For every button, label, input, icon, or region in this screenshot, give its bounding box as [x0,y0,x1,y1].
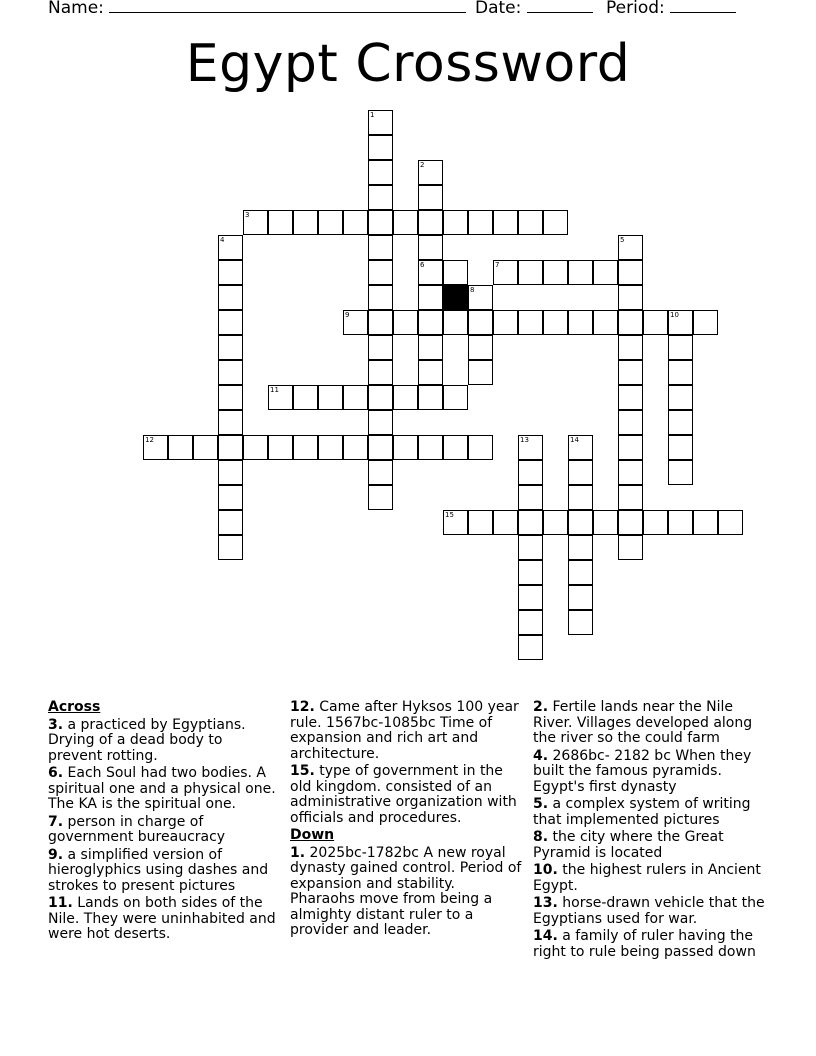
grid-cell[interactable] [368,335,393,360]
grid-cell[interactable] [693,510,718,535]
clue-number-label: 10 [670,311,679,319]
grid-cell[interactable] [368,285,393,310]
clue-number: 8. [533,829,549,845]
clue-number-label: 7 [495,261,500,269]
clue-item [533,797,765,828]
grid-cell[interactable] [443,210,468,235]
grid-cell[interactable] [318,385,343,410]
clue-item [48,848,280,895]
grid-cell[interactable] [368,110,393,135]
grid-cell[interactable] [368,210,393,235]
down-clue-list [533,700,765,960]
grid-cell[interactable] [643,510,668,535]
grid-cell[interactable] [218,485,243,510]
grid-cell[interactable] [668,435,693,460]
grid-cell[interactable] [368,160,393,185]
clue-item [290,700,522,762]
clue-number: 6. [48,765,64,781]
grid-cell[interactable] [518,260,543,285]
grid-cell[interactable] [218,285,243,310]
grid-cell[interactable] [293,385,318,410]
grid-cell[interactable] [518,635,543,660]
clue-text: a complex system of writing that implemented pictures [533,796,751,828]
grid-cell[interactable] [568,610,593,635]
grid-cell[interactable] [493,310,518,335]
clue-number: 9. [48,846,64,863]
down-heading: Down [290,827,335,843]
grid-cell[interactable] [618,485,643,510]
grid-cell[interactable] [318,210,343,235]
grid-cell[interactable] [643,310,668,335]
grid-cell[interactable] [393,310,418,335]
grid-cell[interactable] [618,235,643,260]
clue-text: horse-drawn vehicle that the Egyptians used for war. [533,895,765,927]
grid-cell[interactable] [493,210,518,235]
grid-cell[interactable] [443,310,468,335]
grid-cell[interactable] [243,435,268,460]
grid-cell[interactable] [418,285,443,310]
clue-column-2 [290,700,522,941]
grid-cell[interactable] [518,535,543,560]
grid-cell[interactable] [618,510,643,535]
grid-cell[interactable] [518,310,543,335]
grid-cell[interactable] [418,185,443,210]
grid-cell[interactable] [393,210,418,235]
grid-cell[interactable] [618,410,643,435]
clue-number-label: 1 [370,111,375,119]
grid-cell[interactable] [618,385,643,410]
grid-cell[interactable] [243,210,268,235]
grid-cell[interactable] [343,435,368,460]
grid-cell[interactable] [368,435,393,460]
grid-cell[interactable] [218,535,243,560]
grid-cell[interactable] [668,510,693,535]
grid-cell[interactable] [268,435,293,460]
grid-cell[interactable] [518,210,543,235]
grid-cell[interactable] [668,460,693,485]
grid-cell[interactable] [368,260,393,285]
grid-cell[interactable] [468,285,493,310]
clue-item [533,700,765,747]
grid-cell[interactable] [618,285,643,310]
grid-cell[interactable] [668,360,693,385]
grid-cell[interactable] [418,335,443,360]
clue-number-label: 5 [620,236,625,244]
grid-cell[interactable] [668,310,693,335]
clue-number: 1. [290,844,306,861]
grid-cell[interactable] [518,435,543,460]
grid-cell[interactable] [618,360,643,385]
clue-text: a simplified version of hieroglyphics using dashes and strokes to present pictures [48,846,269,894]
clue-text: Lands on both sides of the Nile. They were uninhabited and were hot deserts. [48,895,276,942]
grid-cell[interactable] [268,210,293,235]
grid-cell[interactable] [218,510,243,535]
grid-cell[interactable] [593,310,618,335]
grid-cell[interactable] [543,210,568,235]
grid-cell[interactable] [393,385,418,410]
grid-cell[interactable] [418,260,443,285]
clue-text: a practiced by Egyptians. Drying of a dead body to prevent rotting. [48,716,246,764]
clue-text: person in charge of government bureaucracy [48,813,226,845]
grid-cell[interactable] [518,485,543,510]
grid-cell[interactable] [343,310,368,335]
clue-number-label: 6 [420,261,425,269]
grid-cell[interactable] [418,235,443,260]
grid-cell[interactable] [218,385,243,410]
grid-cell[interactable] [418,310,443,335]
clue-number-label: 8 [470,286,475,294]
grid-cell[interactable] [443,260,468,285]
across-heading: Across [48,699,101,715]
grid-cell[interactable] [368,410,393,435]
clue-number-label: 4 [220,236,225,244]
grid-cell[interactable] [443,510,468,535]
clue-text: the highest rulers in Ancient Egypt. [533,862,761,894]
clue-number: 12. [290,699,315,715]
clue-number-label: 2 [420,161,425,169]
grid-cell[interactable] [543,510,568,535]
grid-cell[interactable] [593,260,618,285]
clue-item [290,846,522,939]
grid-cell[interactable] [518,560,543,585]
grid-cell[interactable] [268,385,293,410]
grid-cell[interactable] [543,260,568,285]
across-clue-list [48,718,280,943]
clue-item [533,929,765,960]
grid-cell[interactable] [518,510,543,535]
grid-cell[interactable] [143,435,168,460]
grid-cell[interactable] [368,185,393,210]
grid-cell[interactable] [568,510,593,535]
clue-number-label: 11 [270,386,279,394]
clue-number-label: 14 [570,436,579,444]
grid-cell[interactable] [343,210,368,235]
grid-cell[interactable] [368,135,393,160]
grid-cell[interactable] [718,510,743,535]
grid-cell[interactable] [468,510,493,535]
grid-cell[interactable] [218,310,243,335]
across-clue-list [290,700,522,826]
clue-number: 3. [48,716,64,733]
grid-cell[interactable] [218,435,243,460]
clue-number: 15. [290,763,315,779]
period-label: Period: [606,0,665,18]
clue-number: 10. [533,862,558,878]
clue-text: type of government in the old kingdom. consisted of an administrative organization with officials and procedures. [290,763,517,826]
page-title: Egypt Crossword [185,34,631,94]
clue-text: Fertile lands near the Nile River. Villages developed along the river so the could farm [533,699,753,746]
grid-cell[interactable] [343,385,368,410]
grid-cell[interactable] [193,435,218,460]
clue-number-label: 15 [445,511,454,519]
grid-cell[interactable] [468,210,493,235]
grid-cell[interactable] [418,210,443,235]
grid-cell[interactable] [368,310,393,335]
clue-number: 5. [533,796,549,812]
grid-cell[interactable] [568,310,593,335]
clue-text: 2686bc- 2182 bc When they built the famous pyramids. Egypt's first dynasty [533,747,752,795]
clue-text: a family of ruler having the right to rule being passed down [533,928,756,960]
grid-cell[interactable] [168,435,193,460]
grid-cell[interactable] [693,310,718,335]
grid-cell[interactable] [568,485,593,510]
clue-item [48,766,280,813]
grid-cell[interactable] [568,585,593,610]
clue-number-label: 12 [145,436,154,444]
grid-cell[interactable] [368,385,393,410]
grid-cell[interactable] [468,360,493,385]
clue-text: the city where the Great Pyramid is located [533,829,724,861]
clue-item [533,896,765,927]
grid-cell[interactable] [443,385,468,410]
grid-cell[interactable] [668,335,693,360]
grid-cell[interactable] [368,360,393,385]
grid-cell[interactable] [618,435,643,460]
grid-cell[interactable] [418,385,443,410]
grid-cell[interactable] [418,360,443,385]
grid-cell[interactable] [218,460,243,485]
grid-cell[interactable] [468,435,493,460]
clue-number-label: 9 [345,311,350,319]
grid-cell[interactable] [618,460,643,485]
clue-number: 7. [48,813,64,830]
grid-cell[interactable] [468,335,493,360]
grid-cell[interactable] [568,460,593,485]
grid-cell[interactable] [368,460,393,485]
grid-cell[interactable] [418,435,443,460]
grid-cell[interactable] [593,510,618,535]
grid-cell[interactable] [543,310,568,335]
clue-item [533,830,765,861]
grid-cell[interactable] [218,410,243,435]
grid-cell[interactable] [518,460,543,485]
grid-cell[interactable] [493,510,518,535]
down-clue-list [290,846,522,939]
clue-item [48,896,280,943]
grid-cell[interactable] [368,235,393,260]
grid-cell[interactable] [218,360,243,385]
grid-cell[interactable] [568,435,593,460]
clue-text: Each Soul had two bodies. A spiritual one and a physical one. The KA is the spiritual one. [48,765,276,812]
grid-cell[interactable] [293,210,318,235]
grid-cell[interactable] [568,260,593,285]
clue-number: 4. [533,747,549,764]
grid-cell[interactable] [218,335,243,360]
grid-cell[interactable] [468,310,493,335]
grid-cell[interactable] [518,585,543,610]
grid-cell[interactable] [443,435,468,460]
date-label: Date: [475,0,522,18]
grid-cell[interactable] [393,435,418,460]
clue-column-3 [533,700,765,962]
grid-cell[interactable] [218,260,243,285]
grid-cell[interactable] [618,335,643,360]
grid-cell[interactable] [668,385,693,410]
clue-text: Came after Hyksos 100 year rule. 1567bc-1085bc Time of expansion and rich art and architecture. [290,699,519,762]
grid-cell[interactable] [418,160,443,185]
grid-cell[interactable] [218,235,243,260]
grid-cell[interactable] [318,435,343,460]
clue-number-label: 3 [245,211,250,219]
clue-column-1 [48,700,280,945]
grid-cell[interactable] [493,260,518,285]
grid-black-cell [443,285,468,310]
clue-item [48,815,280,846]
grid-cell[interactable] [618,260,643,285]
clue-item [290,764,522,826]
clue-item [533,863,765,894]
clue-item [48,718,280,765]
grid-cell[interactable] [618,310,643,335]
grid-cell[interactable] [293,435,318,460]
grid-cell[interactable] [568,560,593,585]
grid-cell[interactable] [518,610,543,635]
clue-number: 2. [533,699,549,715]
grid-cell[interactable] [668,410,693,435]
clue-number: 11. [48,895,73,911]
grid-cell[interactable] [618,535,643,560]
clue-number: 14. [533,928,558,944]
grid-cell[interactable] [568,535,593,560]
clue-number-label: 13 [520,436,529,444]
clue-item [533,749,765,796]
grid-cell[interactable] [368,485,393,510]
name-label: Name: [48,0,104,18]
clue-text: 2025bc-1782bc A new royal dynasty gained control. Period of expansion and stability. Pharaohs move from being a almighty distant ruler to a provider and leader. [290,844,522,938]
clue-number: 13. [533,895,558,911]
